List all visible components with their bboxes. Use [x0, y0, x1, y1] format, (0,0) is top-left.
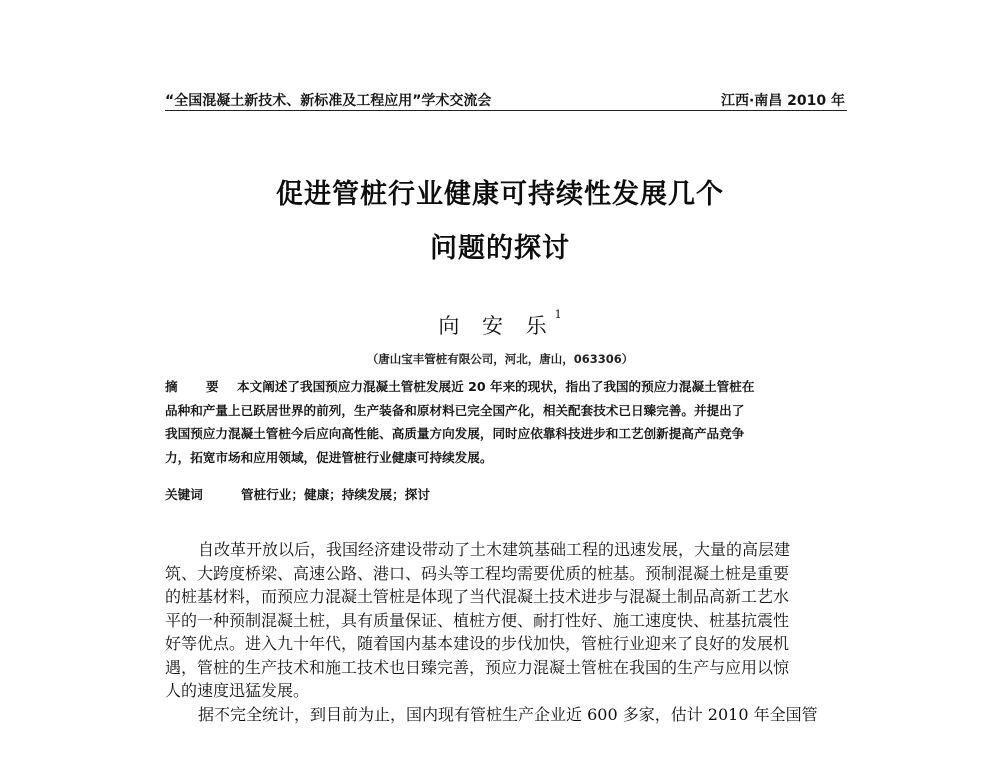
keywords-value: 管桩行业；健康；持续发展；探讨 [241, 487, 430, 502]
author-affiliation: （唐山宝丰管桩有限公司，河北，唐山，063306） [366, 352, 634, 366]
paragraph-line: 平的一种预制混凝土桩，具有质量保证、植桩方便、耐打性好、施工速度快、桩基抗震性 [165, 610, 790, 630]
paper-title-line-1: 促进管桩行业健康可持续性发展几个 [276, 179, 724, 210]
paragraph-line: 人的速度迅猛发展。 [165, 681, 310, 700]
keywords-label: 关键词 [165, 487, 203, 502]
header-rule [165, 110, 847, 111]
paper-title-line-2: 问题的探讨 [430, 233, 570, 264]
paragraph [165, 538, 847, 703]
abstract-line: 力，拓宽市场和应用领域，促进管桩行业健康可持续发展。 [165, 449, 493, 465]
abstract [165, 375, 847, 469]
paragraph-line: 筑、大跨度桥梁、高速公路、港口、码头等工程均需要优质的桩基。预制混凝土桩是重要 [165, 563, 790, 583]
conference-location-year: 江西·南昌 2010 年 [720, 93, 845, 109]
author [0, 310, 1000, 340]
keywords [165, 484, 847, 503]
running-header [165, 86, 845, 110]
abstract-line: 我国预应力混凝土管桩今后应向高性能、高质量方向发展，同时应依靠科技进步和工艺创新提高产品竞争 [165, 426, 745, 442]
paragraph-line: 据不完全统计，到目前为止，国内现有管桩生产企业近 600 多家，估计 2010 年全国管 [198, 704, 818, 724]
abstract-line: 摘 要 本文阐述了我国预应力混凝土管桩发展近 20 年来的现状，指出了我国的预应力混凝土管桩在 [165, 375, 847, 399]
abstract-line: 品种和产量上已跃居世界的前列，生产装备和原材料已完全国产化，相关配套技术已日臻完善。并提出了 [165, 402, 745, 418]
paragraph-line: 的桩基材料，而预应力混凝土管桩是体现了当代混凝土技术进步与混凝土制品高新工艺水 [165, 587, 790, 606]
paragraph-line: 自改革开放以后，我国经济建设带动了土木建筑基础工程的迅速发展，大量的高层建 [198, 540, 791, 559]
conference-name: “全国混凝土新技术、新标准及工程应用”学术交流会 [165, 93, 492, 109]
abstract-label: 摘 要 [165, 379, 231, 394]
author-name: 向 安 乐 [438, 314, 555, 338]
body-text [165, 538, 847, 726]
paragraph [165, 703, 847, 727]
author-footnote-mark: 1 [554, 308, 562, 321]
paragraph-line: 好等优点。进入九十年代，随着国内基本建设的步伐加快，管桩行业迎来了良好的发展机 [165, 634, 790, 653]
paragraph-line: 遇，管桩的生产技术和施工技术也日臻完善，预应力混凝土管桩在我国的生产与应用以惊 [165, 657, 790, 677]
